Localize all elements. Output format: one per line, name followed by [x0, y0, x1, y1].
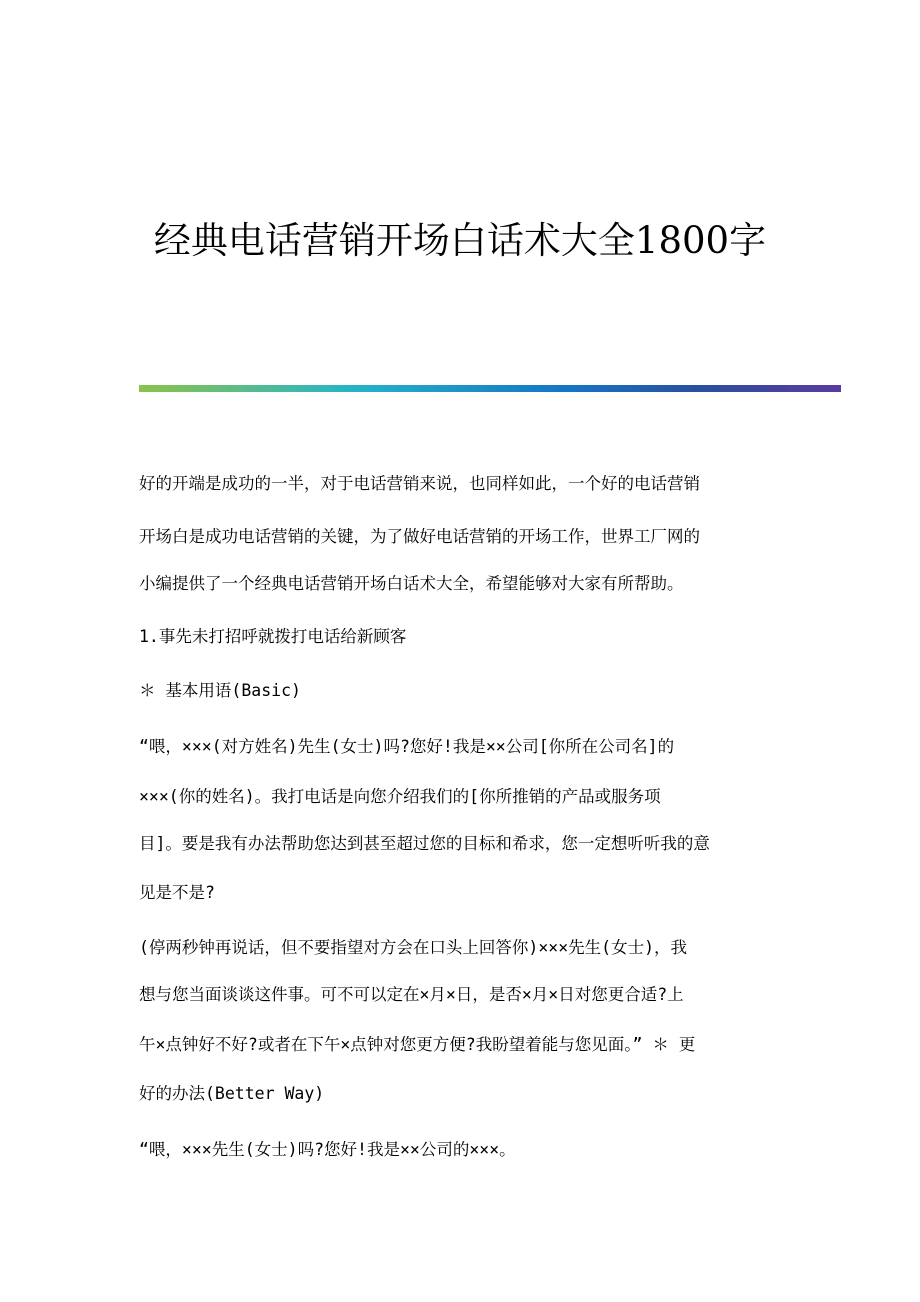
body-line: “喂，×××(对方姓名)先生(女士)吗?您好!我是××公司[你所在公司名]的 [139, 737, 675, 756]
body-line: ＊ 基本用语(Basic) [139, 681, 301, 700]
body-line: 好的开端是成功的一半，对于电话营销来说，也同样如此，一个好的电话营销 [139, 474, 700, 493]
body-line: 好的办法(Better Way) [139, 1084, 325, 1103]
body-line: “喂，×××先生(女士)吗?您好!我是××公司的×××。 [139, 1140, 516, 1159]
title-divider [139, 385, 841, 392]
body-line: 午×点钟好不好?或者在下午×点钟对您更方便?我盼望着能与您见面。” ＊ 更 [139, 1035, 696, 1054]
body-line: (停两秒钟再说话，但不要指望对方会在口头上回答你)×××先生(女士)，我 [139, 938, 688, 957]
body-line: 1.事先未打招呼就拨打电话给新顾客 [139, 627, 407, 646]
body-line: 目]。要是我有办法帮助您达到甚至超过您的目标和希求，您一定想听听我的意 [139, 834, 710, 853]
body-line: ×××(你的姓名)。我打电话是向您介绍我们的[你所推销的产品或服务项 [139, 787, 661, 806]
body-line: 开场白是成功电话营销的关键，为了做好电话营销的开场工作，世界工厂网的 [139, 527, 700, 546]
page-title: 经典电话营销开场白话术大全1800字 [153, 219, 767, 262]
body-line: 小编提供了一个经典电话营销开场白话术大全，希望能够对大家有所帮助。 [139, 574, 684, 593]
body-line: 见是不是? [139, 883, 215, 902]
body-line: 想与您当面谈谈这件事。可不可以定在×月×日，是否×月×日对您更合适?上 [139, 985, 684, 1004]
